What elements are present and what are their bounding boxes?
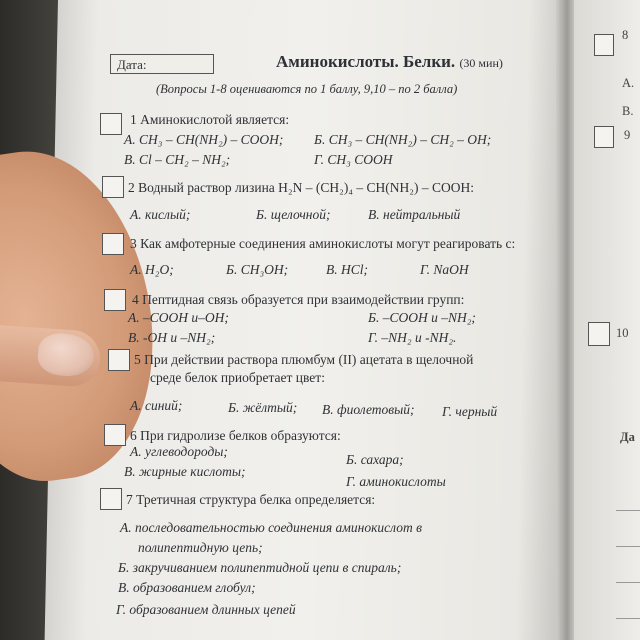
q3-option-b: Б. CH₃OH; <box>226 262 289 277</box>
q4-option-b: Б. –COOH и –NH₂; <box>368 310 476 325</box>
question-5: 5 При действии раствора плюмбум (II) ацетата в щелочной <box>134 352 474 367</box>
q4-option-d: Г. –NH₂ и -NH₂. <box>368 330 457 345</box>
q4-option-a: А. –COOH и–OH; <box>128 310 229 325</box>
q6-option-c: В. жирные кислоты; <box>124 464 246 479</box>
answer-box-1[interactable] <box>100 113 122 135</box>
date-field[interactable]: Дата: <box>110 54 214 74</box>
answer-box-10[interactable] <box>588 322 610 346</box>
q4-option-c: В. -OH и –NH₂; <box>128 330 216 345</box>
q2-option-a: А. кислый; <box>130 207 191 222</box>
page-title <box>276 52 503 72</box>
q7-option-a: А. последовательностью соединения аминокислот в <box>120 520 422 535</box>
q1-option-d: Г. CH₃ COOH <box>314 152 393 167</box>
answer-box-3[interactable] <box>102 233 124 255</box>
answer-box-9[interactable] <box>594 126 614 148</box>
q5-option-d: Г. черный <box>442 404 498 419</box>
answer-box-2[interactable] <box>102 176 124 198</box>
right-date-label: Да <box>620 430 635 444</box>
q5-option-c: В. фиолетовый; <box>322 402 415 417</box>
question-3: 3 Как амфотерные соединения аминокислоты могут реагировать с: <box>130 236 516 251</box>
question-6: 6 При гидролизе белков образуются: <box>130 428 341 443</box>
q8-option-a: А. <box>622 76 635 90</box>
question-5-cont: среде белок приобретает цвет: <box>150 370 325 385</box>
q6-option-b: Б. сахара; <box>346 452 404 467</box>
q7-option-d: Г. образованием длинных цепей <box>116 602 296 617</box>
q3-option-c: В. HCl; <box>326 262 368 277</box>
q7-option-a-cont: полипептидную цепь; <box>138 540 263 555</box>
q2-option-c: В. нейтральный <box>368 207 461 222</box>
q6-option-a: А. углеводороды; <box>130 444 228 459</box>
q1-option-b: Б. CH₃ – CH(NH₂) – CH₂ – OH; <box>314 132 492 147</box>
answer-line <box>616 510 640 511</box>
q3-option-d: Г. NaOH <box>420 262 469 277</box>
answer-box-4[interactable] <box>104 289 126 311</box>
answer-line <box>616 618 640 619</box>
q5-option-a: А. синий; <box>130 398 183 413</box>
q7-option-c: В. образованием глобул; <box>118 580 256 595</box>
question-8-number: 8 <box>622 28 629 42</box>
q5-option-b: Б. жёлтый; <box>228 400 298 415</box>
question-10-number: 10 <box>616 326 629 340</box>
answer-box-5[interactable] <box>108 349 130 371</box>
q6-option-d: Г. аминокислоты <box>346 474 446 489</box>
q3-option-a: А. H₂O; <box>130 262 174 277</box>
q7-option-b: Б. закручиванием полипептидной цепи в спираль; <box>118 560 402 575</box>
question-7: 7 Третичная структура белка определяется: <box>126 492 376 507</box>
question-9-number: 9 <box>624 128 631 142</box>
q8-option-c: В. <box>622 104 634 118</box>
duration-text: (30 мин) <box>459 56 503 70</box>
answer-box-7[interactable] <box>100 488 122 510</box>
question-1: 1 Аминокислотой является: <box>130 112 290 127</box>
q2-option-b: Б. щелочной; <box>256 207 331 222</box>
answer-box-6[interactable] <box>104 424 126 446</box>
scoring-note: (Вопросы 1-8 оцениваются по 1 баллу, 9,10 – по 2 балла) <box>156 82 458 96</box>
title-text: Аминокислоты. Белки. <box>276 52 456 71</box>
answer-line <box>616 582 640 583</box>
answer-box-8[interactable] <box>594 34 614 56</box>
q1-option-c: В. Cl – CH₂ – NH₂; <box>124 152 231 167</box>
question-4: 4 Пептидная связь образуется при взаимодействии групп: <box>132 292 465 307</box>
question-2: 2 Водный раствор лизина H₂N – (CH₂)₄ – CH(NH₂) – COOH: <box>128 180 474 195</box>
q1-option-a: А. CH₃ – CH(NH₂) – COOH; <box>124 132 284 147</box>
answer-line <box>616 546 640 547</box>
